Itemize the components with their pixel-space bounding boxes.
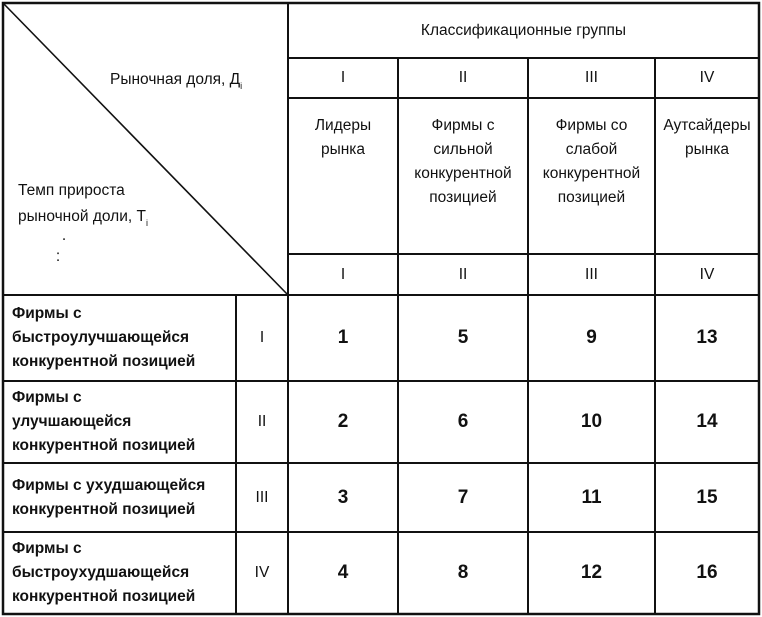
cell-11: 11	[581, 486, 602, 508]
column-3-roman-top: III	[585, 69, 598, 86]
cell-13: 13	[696, 327, 718, 348]
column-1-roman-top: I	[340, 69, 346, 86]
growth-rate-label-line2	[18, 204, 198, 230]
column-2-roman-bottom: II	[458, 265, 468, 283]
cell-7: 7	[457, 486, 469, 508]
cell-2: 2	[337, 411, 349, 432]
classification-groups-title: Классификационные группы	[420, 21, 627, 39]
row-1-roman: I	[259, 329, 265, 346]
corner-dot-mark: .	[61, 227, 67, 244]
row-2-name: Фирмы с улучшающейся конкурентной позицией	[12, 389, 196, 454]
row-3-roman: III	[255, 488, 269, 506]
column-3-roman-bottom: III	[585, 265, 598, 283]
cell-15: 15	[696, 486, 718, 508]
market-share-label	[110, 62, 270, 98]
column-2-roman-top: II	[458, 69, 468, 86]
cell-8: 8	[457, 562, 469, 583]
cell-5: 5	[457, 327, 469, 348]
cell-10: 10	[580, 411, 603, 432]
growth-rate-subscript: i	[145, 218, 148, 228]
column-4-roman-top: IV	[699, 69, 715, 86]
column-4-name: Аутсайдеры рынка	[663, 117, 751, 158]
market-share-text: Рыночная доля, Д	[110, 71, 241, 88]
market-share-subscript: i	[240, 81, 243, 91]
row-3-name: Фирмы с ухудшающейся конкурентной позицией	[12, 476, 206, 518]
cell-16: 16	[696, 562, 718, 583]
corner-colon-mark: :	[55, 248, 61, 265]
row-4-roman: IV	[254, 564, 270, 581]
column-4-roman-bottom: IV	[699, 265, 715, 283]
cell-3: 3	[337, 486, 349, 508]
column-1-roman-bottom: I	[340, 265, 346, 283]
row-1-name: Фирмы с быстроулучшающейся конкурентной позицией	[12, 305, 196, 370]
cell-1: 1	[337, 327, 349, 348]
cell-9: 9	[586, 327, 597, 348]
row-4-name: Фирмы с быстроухудшающейся конкурентной позицией	[12, 540, 196, 605]
cell-6: 6	[457, 411, 469, 432]
column-3-name: Фирмы со слабой конкурентной позицией	[542, 117, 641, 206]
growth-rate-text: рыночной доли, Т	[18, 208, 146, 225]
cell-4: 4	[337, 562, 349, 583]
column-1-name: Лидеры рынка	[314, 117, 372, 158]
cell-12: 12	[580, 562, 603, 583]
cell-14: 14	[696, 411, 718, 432]
column-2-name: Фирмы с сильной конкурентной позицией	[414, 117, 512, 206]
row-2-roman: II	[257, 413, 267, 430]
growth-rate-label-line1: Темп прироста	[18, 182, 125, 199]
